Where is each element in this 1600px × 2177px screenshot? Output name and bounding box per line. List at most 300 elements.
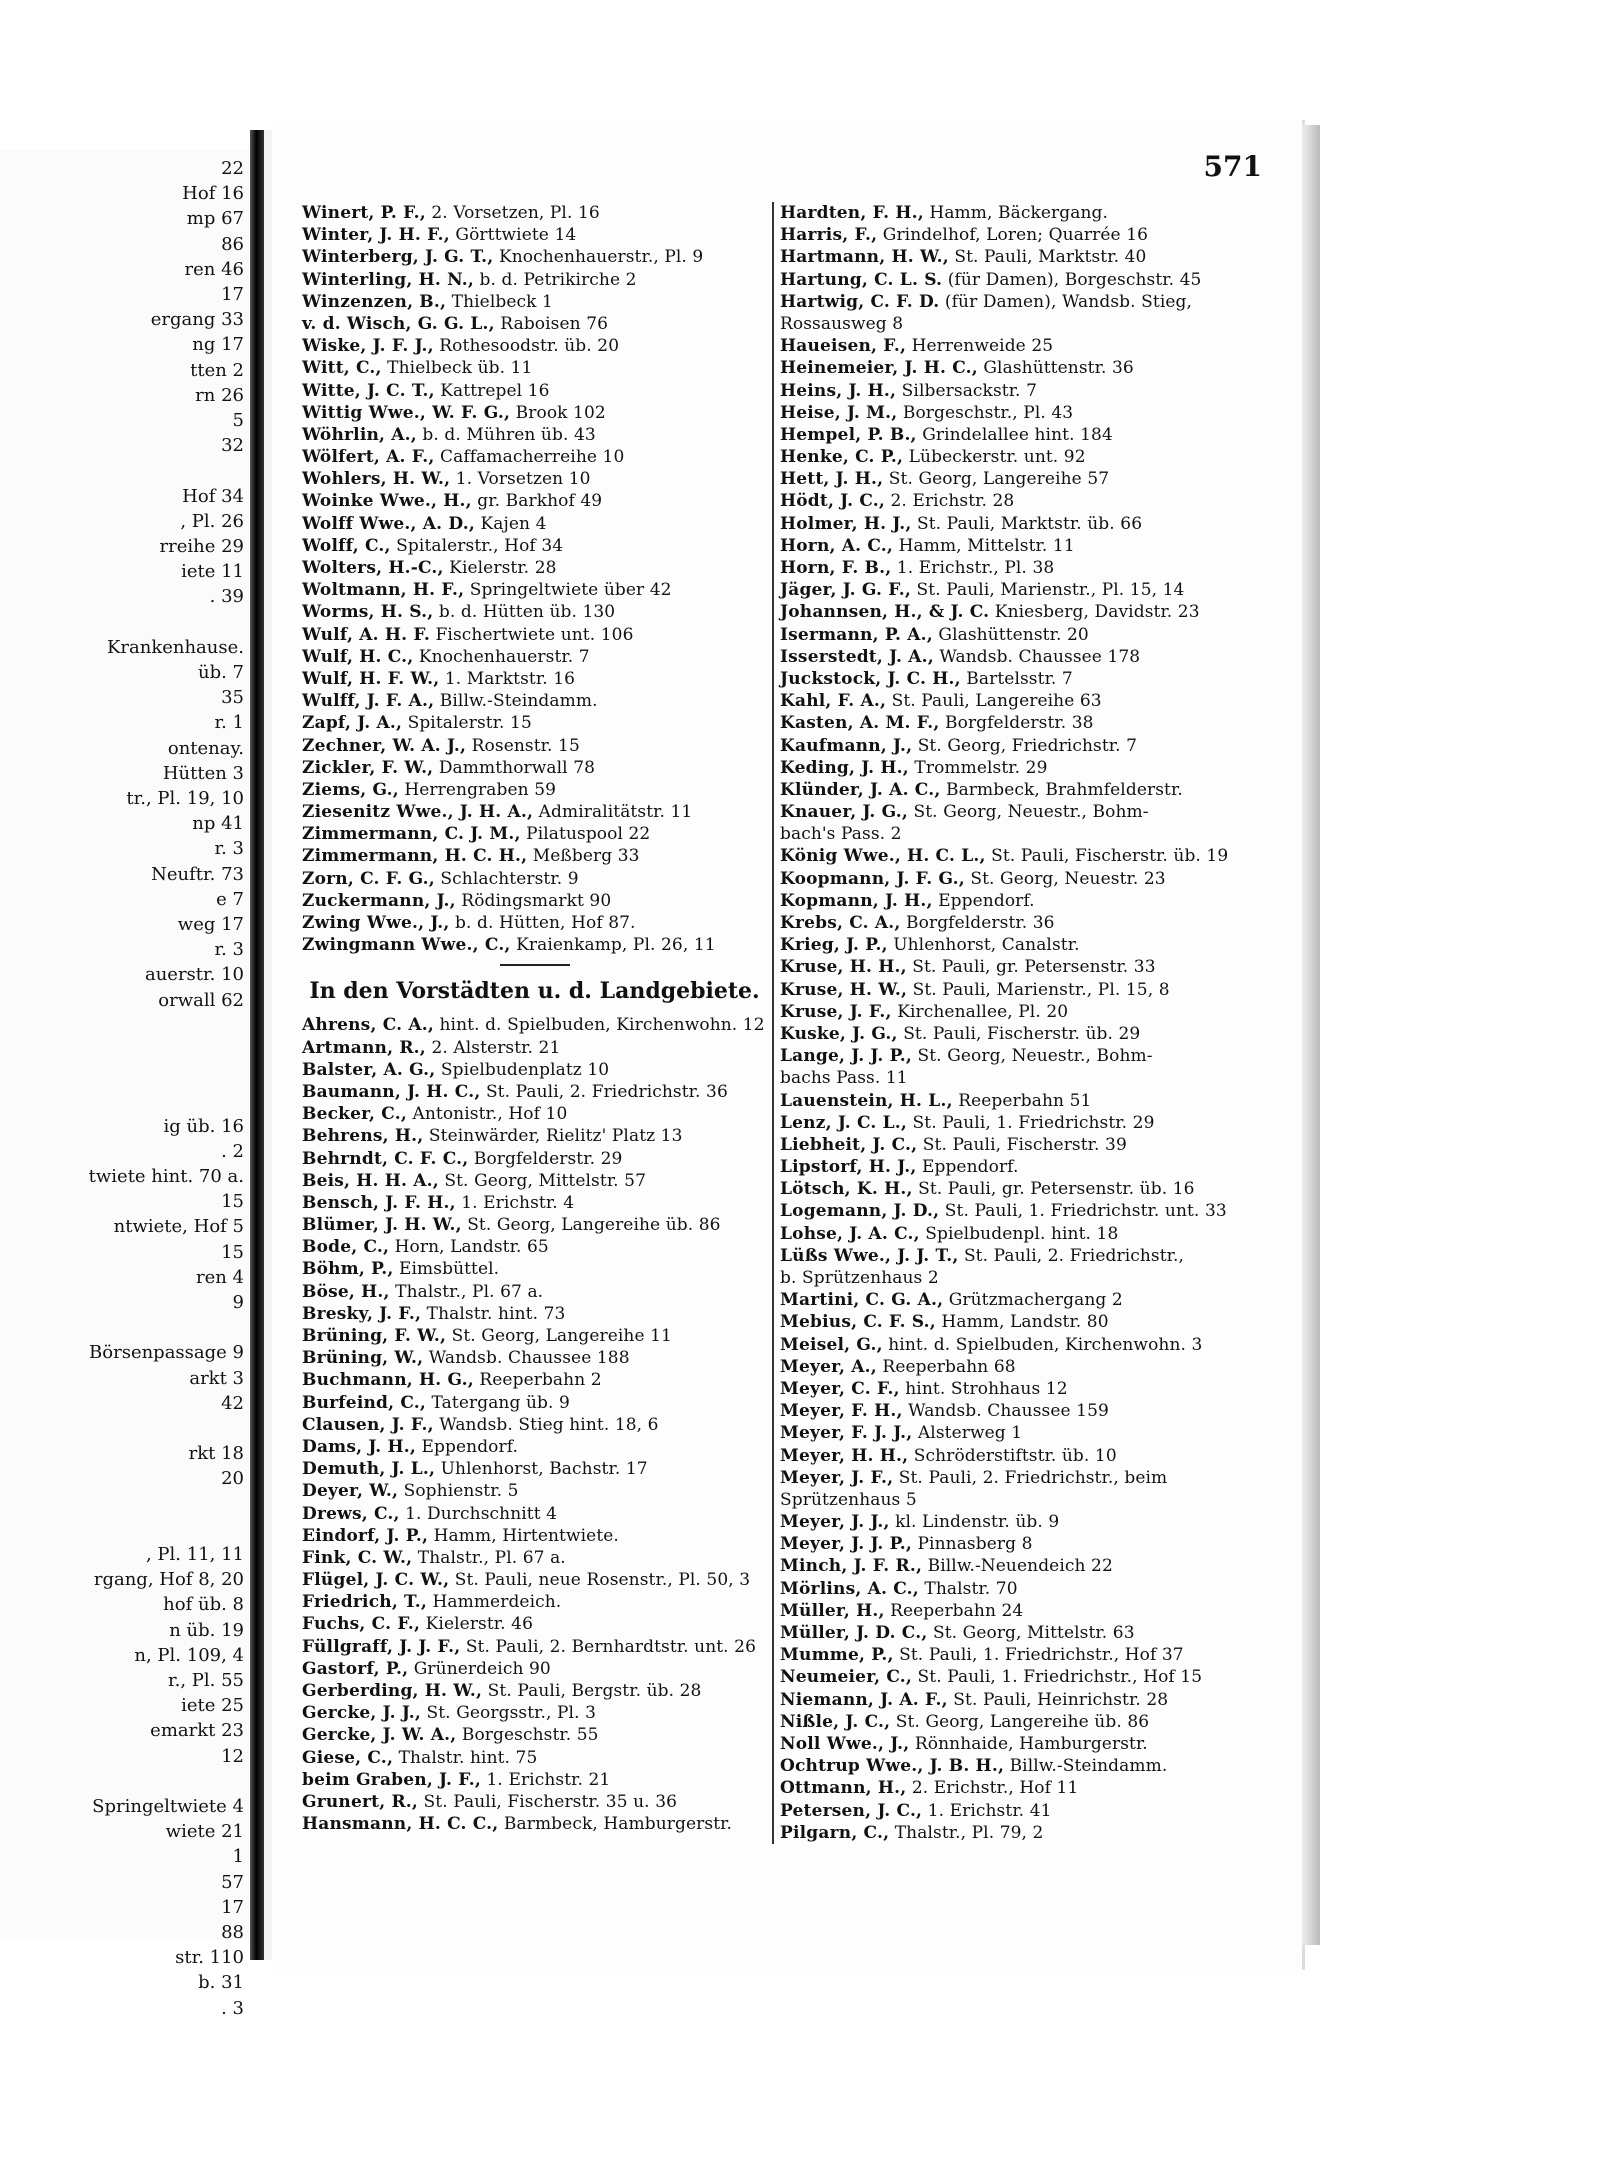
directory-entry xyxy=(780,1733,1290,1755)
directory-entry xyxy=(302,1214,767,1236)
left-page-line: 88 xyxy=(221,1922,244,1943)
directory-entry xyxy=(780,1400,1290,1422)
entry-address: Reeperbahn 68 xyxy=(876,1356,1016,1377)
entry-name: Clausen, J. F., xyxy=(302,1414,434,1435)
entry-address: St. Pauli, Fischerstr. 35 u. 36 xyxy=(418,1791,678,1812)
entry-address: Hamm, Hirtentwiete. xyxy=(428,1525,619,1546)
entry-name: Wöhrlin, A., xyxy=(302,424,417,445)
left-page-line: e 7 xyxy=(216,888,244,910)
entry-address: Tatergang üb. 9 xyxy=(426,1392,570,1413)
entry-address: (für Damen), Borgeschstr. 45 xyxy=(942,269,1202,290)
entry-address: St. Georg, Langereihe üb. 86 xyxy=(461,1215,721,1236)
entry-name: Becker, C., xyxy=(302,1104,407,1125)
entry-address: 1. Erichstr. 41 xyxy=(922,1800,1052,1821)
directory-entry xyxy=(780,801,1290,823)
left-page-line: , Pl. 26 xyxy=(180,510,244,532)
entry-address: Bartelsstr. 7 xyxy=(960,668,1073,689)
directory-entry xyxy=(780,1023,1290,1045)
entry-name: Giese, C., xyxy=(302,1747,394,1768)
entry-address: St. Georg, Langereihe 11 xyxy=(446,1326,672,1346)
entry-address: Wandsb. Chaussee 178 xyxy=(933,646,1141,667)
entry-address: St. Georg, Friedrichstr. 7 xyxy=(912,735,1138,756)
entry-address: Eppendorf. xyxy=(916,1157,1019,1178)
entry-address: St. Pauli, Fischerstr. 39 xyxy=(917,1134,1127,1155)
entry-name: Wölfert, A. F., xyxy=(302,447,435,468)
directory-entry xyxy=(302,601,767,623)
entry-address: St. Pauli, Langereihe 63 xyxy=(886,691,1102,712)
entry-name: Horn, A. C., xyxy=(780,535,894,556)
left-page-line: ergang 33 xyxy=(150,309,244,331)
entry-address: Lübeckerstr. unt. 92 xyxy=(903,447,1086,468)
directory-entry xyxy=(780,1422,1290,1444)
directory-entry xyxy=(302,779,767,801)
directory-entry xyxy=(780,357,1290,379)
directory-entry xyxy=(780,1090,1290,1112)
entry-name: Brüning, F. W., xyxy=(302,1326,447,1346)
entry-address: St. Georgsstr., Pl. 3 xyxy=(421,1703,597,1724)
left-page-line: ntwiete, Hof 5 xyxy=(113,1216,244,1238)
entry-address: Rönnhaide, Hamburgerstr. xyxy=(909,1733,1148,1754)
entry-address: gr. Barkhof 49 xyxy=(471,491,603,512)
directory-entry xyxy=(780,757,1290,779)
entry-address: Thalstr., Pl. 67 a. xyxy=(412,1547,566,1568)
directory-entry xyxy=(302,313,767,335)
entry-address: Kielerstr. 28 xyxy=(443,558,557,578)
left-page-line: rn 26 xyxy=(195,384,244,406)
entry-address: Rossausweg 8 xyxy=(780,313,904,334)
entry-name: Zorn, C. F. G., xyxy=(302,868,435,889)
directory-entry xyxy=(780,513,1290,535)
entry-address: St. Pauli, Fischerstr. üb. 19 xyxy=(985,846,1229,867)
left-page-line: 1 xyxy=(232,1846,244,1868)
entry-name: Zickler, F. W., xyxy=(302,757,434,778)
entry-address: St. Georg, Mittelstr. 63 xyxy=(927,1623,1135,1643)
left-page-line: ren 4 xyxy=(195,1266,244,1288)
entry-address: Grützmachergang 2 xyxy=(943,1290,1123,1311)
directory-entry xyxy=(302,1591,767,1613)
entry-address: St. Georg, Neuestr., Bohm- xyxy=(912,1046,1153,1067)
entry-name: Juckstock, J. C. H., xyxy=(780,668,961,689)
entry-address: Thalstr., Pl. 79, 2 xyxy=(889,1822,1044,1843)
entry-name: Witt, C., xyxy=(302,358,382,379)
directory-entry xyxy=(780,313,1290,335)
left-page-line: üb. 7 xyxy=(197,662,244,683)
directory-entry xyxy=(780,446,1290,468)
entry-address: Uhlenhorst, Bachstr. 17 xyxy=(435,1459,648,1480)
entry-address: Spielbudenplatz 10 xyxy=(435,1059,610,1080)
page-edge xyxy=(1302,125,1320,1945)
directory-entry xyxy=(780,557,1290,579)
entry-address: Borgeschstr., Pl. 43 xyxy=(897,402,1074,423)
entry-name: Isserstedt, J. A., xyxy=(780,646,934,667)
entry-name: Behrens, H., xyxy=(302,1126,424,1147)
entry-name: Gastorf, P., xyxy=(302,1658,409,1679)
directory-entry xyxy=(302,1791,767,1813)
entry-name: Fink, C. W., xyxy=(302,1547,413,1568)
entry-name: Meyer, F. J. J., xyxy=(780,1423,913,1444)
entry-address: St. Pauli, 2. Friedrichstr., xyxy=(958,1245,1185,1266)
left-page-line: r., Pl. 55 xyxy=(167,1670,244,1691)
entry-name: Hödt, J. C., xyxy=(780,491,886,512)
entry-name: Krieg, J. P., xyxy=(780,935,888,956)
entry-address: b. d. Mühren üb. 43 xyxy=(416,424,596,445)
directory-entry xyxy=(780,490,1290,512)
entry-address: Kniesberg, Davidstr. 23 xyxy=(989,602,1200,623)
entry-address: Spitalerstr., Hof 34 xyxy=(390,535,564,556)
directory-entry xyxy=(780,735,1290,757)
book-gutter xyxy=(250,130,264,1960)
entry-address: Kielerstr. 46 xyxy=(420,1614,534,1635)
entry-name: Wolters, H.-C., xyxy=(302,558,444,578)
entry-name: Ziems, G., xyxy=(302,779,399,800)
entry-name: Bensch, J. F. H., xyxy=(302,1192,456,1213)
directory-entry xyxy=(780,202,1290,224)
left-page-line: mp 67 xyxy=(186,208,244,230)
entry-address: Herrenweide 25 xyxy=(906,336,1054,357)
entry-name: Haueisen, F., xyxy=(780,336,907,357)
directory-entry xyxy=(302,646,767,668)
entry-address: Rödingsmarkt 90 xyxy=(455,890,612,911)
entry-name: Nißle, J. C., xyxy=(780,1711,891,1732)
directory-entry xyxy=(780,1178,1290,1200)
entry-address: St. Pauli, neue Rosenstr., Pl. 50, 3 xyxy=(449,1570,751,1591)
directory-entry xyxy=(302,712,767,734)
entry-address: Horn, Landstr. 65 xyxy=(389,1237,549,1258)
entry-address: St. Pauli, Marienstr., Pl. 15, 14 xyxy=(911,580,1185,601)
entry-name: Mörlins, A. C., xyxy=(780,1578,919,1599)
entry-address: Dammthorwall 78 xyxy=(433,757,596,778)
entry-name: Heise, J. M., xyxy=(780,402,898,423)
entry-name: Hartmann, H. W., xyxy=(780,247,949,268)
entry-name: Ochtrup Wwe., J. B. H., xyxy=(780,1756,1005,1777)
entry-address: Thalstr. 70 xyxy=(918,1578,1018,1599)
entry-name: Meyer, C. F., xyxy=(780,1378,900,1399)
entry-address: Rothesoodstr. üb. 20 xyxy=(433,336,620,357)
directory-entry xyxy=(780,1711,1290,1733)
entry-name: Wulf, H. C., xyxy=(302,646,414,667)
directory-entry xyxy=(780,1378,1290,1400)
directory-entry xyxy=(302,1769,767,1791)
left-page-line: ren 46 xyxy=(184,258,244,280)
directory-entry xyxy=(780,1289,1290,1311)
left-page-line: . 3 xyxy=(221,1997,244,2019)
entry-name: Flügel, J. C. W., xyxy=(302,1570,450,1591)
entry-address: Kattrepel 16 xyxy=(434,380,550,401)
entry-name: Lötsch, K. H., xyxy=(780,1179,913,1200)
entry-address: Kajen 4 xyxy=(474,513,547,534)
entry-name: Keding, J. H., xyxy=(780,757,909,778)
entry-address: St. Pauli, Fischerstr. üb. 29 xyxy=(897,1023,1141,1044)
entry-address: 1. Erichstr. 4 xyxy=(455,1192,575,1213)
left-page-line: n üb. 19 xyxy=(169,1619,244,1641)
entry-address: bachs Pass. 11 xyxy=(780,1068,908,1089)
entry-address: St. Pauli, Marktstr. 40 xyxy=(948,247,1147,268)
directory-entry xyxy=(780,646,1290,668)
directory-entry xyxy=(780,979,1290,1001)
directory-entry xyxy=(780,1134,1290,1156)
left-page-line: r. 1 xyxy=(214,712,244,734)
directory-entry xyxy=(302,1281,767,1303)
entry-address: 1. Erichstr., Pl. 38 xyxy=(891,558,1055,578)
entry-name: Liebheit, J. C., xyxy=(780,1134,918,1155)
left-page-line: r. 3 xyxy=(214,838,244,860)
entry-address: bach's Pass. 2 xyxy=(780,824,902,845)
directory-entry xyxy=(302,1392,767,1414)
directory-entry xyxy=(302,557,767,579)
entry-address: 2. Alsterstr. 21 xyxy=(425,1037,561,1058)
directory-entry xyxy=(302,1436,767,1458)
entry-name: Böse, H., xyxy=(302,1281,390,1302)
entry-address: Schlachterstr. 9 xyxy=(434,868,579,889)
left-page-line: rreihe 29 xyxy=(159,536,244,557)
directory-entry xyxy=(302,269,767,291)
directory-entry xyxy=(780,424,1290,446)
entry-address: Fischertwiete unt. 106 xyxy=(430,624,634,645)
directory-entry xyxy=(302,1170,767,1192)
directory-entry xyxy=(780,335,1290,357)
left-page-line: tr., Pl. 19, 10 xyxy=(126,788,244,809)
entry-name: Logemann, J. D., xyxy=(780,1201,940,1222)
entry-name: Bresky, J. F., xyxy=(302,1303,422,1324)
directory-entry xyxy=(780,956,1290,978)
entry-name: Zwing Wwe., J., xyxy=(302,913,450,933)
left-page-line: weg 17 xyxy=(177,914,244,935)
directory-entry xyxy=(302,735,767,757)
directory-entry xyxy=(302,513,767,535)
left-page-line: . 39 xyxy=(209,586,244,608)
entry-name: Winterberg, J. G. T., xyxy=(302,247,494,268)
entry-name: Zechner, W. A. J., xyxy=(302,735,467,756)
entry-name: Eindorf, J. P., xyxy=(302,1525,429,1546)
directory-entry xyxy=(302,1014,767,1036)
left-page-line: 35 xyxy=(221,687,244,709)
entry-name: Lohse, J. A. C., xyxy=(780,1223,920,1244)
directory-entry xyxy=(302,1547,767,1569)
entry-address: 2. Erichstr. 28 xyxy=(885,491,1015,512)
entry-name: Grunert, R., xyxy=(302,1791,419,1812)
directory-entry xyxy=(780,1800,1290,1822)
left-page-line: n, Pl. 109, 4 xyxy=(134,1644,244,1666)
entry-name: Minch, J. F. R., xyxy=(780,1556,923,1577)
directory-entry xyxy=(780,224,1290,246)
left-page-line: 5 xyxy=(232,410,244,431)
entry-name: Hett, J. H., xyxy=(780,469,884,490)
directory-entry xyxy=(780,1334,1290,1356)
entry-name: Drews, C., xyxy=(302,1503,400,1524)
directory-entry xyxy=(780,246,1290,268)
left-page-line: str. 110 xyxy=(175,1947,244,1969)
entry-name: Heinemeier, J. H. C., xyxy=(780,358,978,379)
directory-entry xyxy=(780,1644,1290,1666)
entry-name: Winterling, H. N., xyxy=(302,269,475,290)
entry-name: Koopmann, J. F. G., xyxy=(780,868,965,889)
directory-entry xyxy=(780,1777,1290,1799)
entry-name: Wolff Wwe., A. D., xyxy=(302,513,475,534)
directory-entry xyxy=(780,1356,1290,1378)
entry-address: Grünerdeich 90 xyxy=(408,1658,551,1679)
entry-name: beim Graben, J. F., xyxy=(302,1769,482,1790)
entry-address: St. Pauli, Heinrichstr. 28 xyxy=(947,1689,1169,1710)
directory-entry xyxy=(780,823,1290,845)
entry-name: Meyer, H. H., xyxy=(780,1445,909,1466)
directory-entry xyxy=(302,1148,767,1170)
entry-address: Hammerdeich. xyxy=(426,1592,562,1613)
entry-name: Hartung, C. L. S. xyxy=(780,269,943,290)
directory-entry xyxy=(780,890,1290,912)
entry-name: Kruse, J. F., xyxy=(780,1001,892,1022)
entry-address: Knochenhauerstr. 7 xyxy=(413,646,590,667)
entry-address: b. d. Hütten, Hof 87. xyxy=(449,913,636,933)
entry-address: Eppendorf. xyxy=(932,890,1035,911)
entry-name: Kahl, F. A., xyxy=(780,691,887,712)
left-page-line: Hof 16 xyxy=(182,183,244,205)
directory-entry xyxy=(780,1311,1290,1333)
directory-entry xyxy=(780,690,1290,712)
entry-address: Grindelallee hint. 184 xyxy=(916,424,1113,445)
directory-entry xyxy=(302,535,767,557)
left-page-line: Hütten 3 xyxy=(162,762,244,784)
entry-address: 1. Marktstr. 16 xyxy=(439,668,576,689)
entry-name: Hempel, P. B., xyxy=(780,424,917,445)
directory-entry xyxy=(302,1037,767,1059)
entry-address: Billw.-Steindamm. xyxy=(434,691,598,712)
entry-name: Meyer, J. J. P., xyxy=(780,1534,913,1555)
directory-entry xyxy=(302,890,767,912)
entry-name: Müller, J. D. C., xyxy=(780,1623,928,1643)
entry-name: Klünder, J. A. C., xyxy=(780,779,941,800)
entry-name: Brüning, W., xyxy=(302,1348,424,1369)
directory-entry xyxy=(302,1569,767,1591)
entry-address: Reeperbahn 2 xyxy=(473,1370,602,1391)
directory-entry xyxy=(780,1489,1290,1511)
directory-entry xyxy=(302,668,767,690)
directory-entry xyxy=(780,380,1290,402)
directory-entry xyxy=(302,757,767,779)
entry-name: Wulf, A. H. F. xyxy=(302,624,431,645)
entry-address: St. Georg, Langereihe 57 xyxy=(883,469,1110,490)
left-page-line: 32 xyxy=(221,435,244,457)
directory-entry xyxy=(780,1555,1290,1577)
directory-entry xyxy=(780,934,1290,956)
entry-address: Knochenhauerstr., Pl. 9 xyxy=(493,247,704,268)
entry-address: St. Georg, Neuestr. 23 xyxy=(964,868,1166,889)
left-page-line: ontenay. xyxy=(167,737,244,759)
directory-entry xyxy=(780,912,1290,934)
left-page-line: rkt 18 xyxy=(188,1443,244,1465)
entry-address: Hamm, Mittelstr. 11 xyxy=(893,535,1075,556)
entry-name: Zapf, J. A., xyxy=(302,713,403,734)
left-page-line: Hof 34 xyxy=(182,485,244,507)
directory-entry xyxy=(302,934,767,956)
entry-address: Uhlenhorst, Canalstr. xyxy=(887,935,1080,956)
entry-name: Krebs, C. A., xyxy=(780,913,901,933)
left-page-line: 17 xyxy=(221,1896,244,1918)
left-page-line: rgang, Hof 8, 20 xyxy=(93,1569,244,1591)
directory-entry xyxy=(302,1303,767,1325)
entry-name: Johannsen, H., & J. C. xyxy=(780,602,990,623)
entry-address: Brook 102 xyxy=(510,402,606,423)
entry-name: König Wwe., H. C. L., xyxy=(780,846,986,867)
entry-name: Wulff, J. F. A., xyxy=(302,691,435,712)
entry-address: Görttwiete 14 xyxy=(449,225,577,246)
entry-address: St. Pauli, 1. Friedrichstr., Hof 37 xyxy=(893,1645,1184,1666)
directory-entry xyxy=(780,1600,1290,1622)
directory-entry xyxy=(302,246,767,268)
directory-entry xyxy=(780,1622,1290,1644)
entry-name: Knauer, J. G., xyxy=(780,802,908,823)
directory-entry xyxy=(780,402,1290,424)
entry-name: Kaufmann, J., xyxy=(780,735,913,756)
page-number: 571 xyxy=(1203,150,1262,183)
directory-entry xyxy=(302,1059,767,1081)
entry-name: Burfeind, C., xyxy=(302,1392,427,1413)
entry-address: Thielbeck 1 xyxy=(446,291,553,312)
directory-entry xyxy=(780,1267,1290,1289)
entry-address: 2. Erichstr., Hof 11 xyxy=(906,1778,1079,1799)
entry-name: Mebius, C. F. S., xyxy=(780,1312,936,1333)
entry-name: Meisel, G., xyxy=(780,1334,883,1355)
section-title: In den Vorstädten u. d. Landgebiete. xyxy=(309,978,760,1005)
entry-address: Steinwärder, Rielitz' Platz 13 xyxy=(423,1126,683,1147)
entry-name: Lipstorf, H. J., xyxy=(780,1157,917,1178)
entry-name: Woltmann, H. F., xyxy=(302,580,465,601)
directory-entry xyxy=(780,579,1290,601)
directory-entry xyxy=(780,1689,1290,1711)
directory-entry xyxy=(302,1480,767,1502)
left-page-line: Krankenhause. xyxy=(106,636,244,658)
entry-address: Wandsb. Chaussee 159 xyxy=(902,1401,1109,1422)
right-page xyxy=(272,120,1305,1970)
directory-entry xyxy=(780,624,1290,646)
entry-address: hint. d. Spielbuden, Kirchenwohn. 12 xyxy=(434,1015,765,1036)
entry-name: Mumme, P., xyxy=(780,1645,894,1666)
entry-address: Schröderstiftstr. üb. 10 xyxy=(908,1445,1117,1466)
directory-entry xyxy=(780,1223,1290,1245)
entry-name: Wulf, H. F. W., xyxy=(302,668,440,689)
entry-name: Holmer, H. J., xyxy=(780,513,912,534)
directory-entry xyxy=(302,1125,767,1147)
entry-address: St. Pauli, Bergstr. üb. 28 xyxy=(482,1681,702,1701)
entry-name: Lauenstein, H. L., xyxy=(780,1090,953,1111)
entry-address: Glashüttenstr. 36 xyxy=(977,358,1134,379)
column-left-entries xyxy=(302,202,767,956)
directory-entry xyxy=(302,868,767,890)
gutter-gap xyxy=(264,130,272,1960)
directory-entry xyxy=(302,357,767,379)
entry-address: Reeperbahn 51 xyxy=(952,1090,1092,1111)
entry-name: Isermann, P. A., xyxy=(780,624,933,645)
entry-name: Meyer, J. J., xyxy=(780,1512,890,1533)
entry-address: b. d. Hütten üb. 130 xyxy=(433,602,616,623)
directory-entry xyxy=(780,269,1290,291)
left-page-line: b. 31 xyxy=(198,1972,244,1994)
entry-address: Borgfelderstr. 36 xyxy=(900,913,1055,933)
entry-address: 1. Erichstr. 21 xyxy=(481,1769,611,1790)
directory-entry xyxy=(302,1258,767,1280)
directory-entry xyxy=(780,1666,1290,1688)
entry-name: Heins, J. H., xyxy=(780,380,897,401)
entry-name: Fuchs, C. F., xyxy=(302,1614,421,1635)
entry-address: hint. d. Spielbuden, Kirchenwohn. 3 xyxy=(882,1334,1203,1355)
entry-address: Borgeschstr. 55 xyxy=(456,1725,599,1746)
column-right-entries xyxy=(780,202,1290,1844)
entry-name: Zimmermann, C. J. M., xyxy=(302,824,521,845)
entry-address: kl. Lindenstr. üb. 9 xyxy=(889,1512,1060,1533)
entry-address: St. Georg, Mittelstr. 57 xyxy=(438,1170,647,1191)
directory-entry xyxy=(302,1347,767,1369)
entry-name: Wittig Wwe., W. F. G., xyxy=(302,402,511,423)
directory-entry xyxy=(780,712,1290,734)
